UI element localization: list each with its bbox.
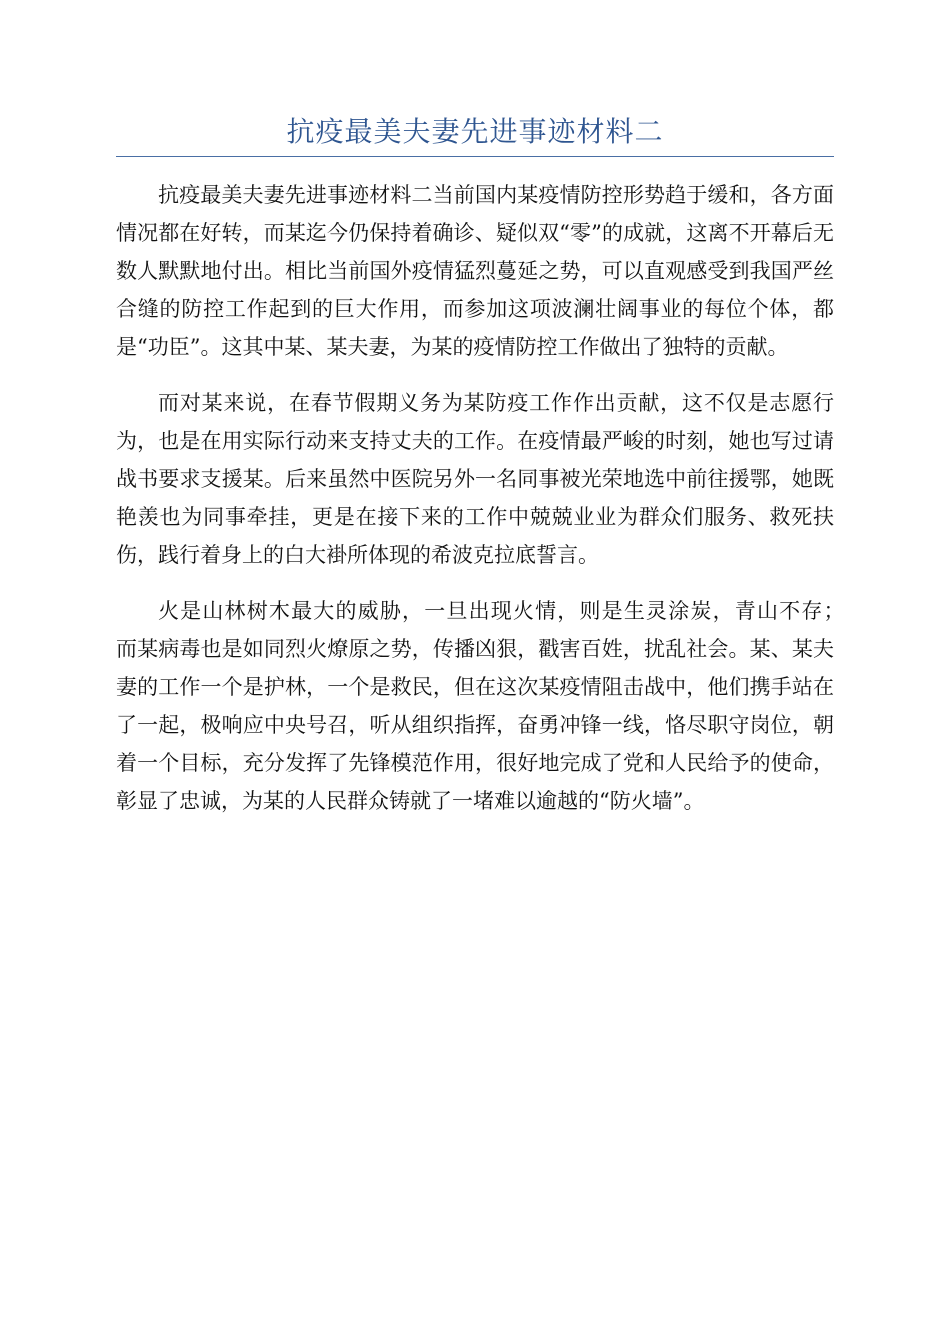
- paragraph-1: 抗疫最美夫妻先进事迹材料二当前国内某疫情防控形势趋于缓和，各方面情况都在好转，而某迄今仍保持着确诊、疑似双“零”的成就，这离不开幕后无数人默默地付出。相比当前国外疫情猛烈蔓延之势，可以直观感受到我国严丝合缝的防控工作起到的巨大作用，而参加这项波澜壮阔事业的每位个体，都是“功臣”。这其中某、某夫妻，为某的疫情防控工作做出了独特的贡献。: [116, 183, 834, 359]
- document-body: [116, 176, 855, 838]
- document-title: 抗疫最美夫妻先进事迹材料二: [286, 115, 664, 148]
- title-block: [116, 112, 834, 157]
- paragraph-3: 火是山林树木最大的威胁，一旦出现火情，则是生灵涂炭，青山不存； 而某病毒也是如同烈火燎原之势，传播凶狠，戳害百姓，扰乱社会。某、某夫妻的工作一个是护林，一个是救民，但在这次某疫情阻击战中，他们携手站在了一起，极响应中央号召，听从组织指挥，奋勇冲锋一线，恪尽职守岗位，朝着一个目标，充分发挥了先锋模范作用，很好地完成了党和人民给予的使命，彰显了忠诚，为某的人民群众铸就了一堵难以逾越的“防火墙”。: [116, 599, 855, 813]
- paragraph-2: 而对某来说，在春节假期义务为某防疫工作作出贡献，这不仅是志愿行为，也是在用实际行动来支持丈夫的工作。在疫情最严峻的时刻，她也写过请战书要求支援某。后来虽然中医院另外一名同事被光荣地选中前往援鄂，她既艳羡也为同事牵挂，更是在接下来的工作中兢兢业业为群众们服务、救死扶伤，践行着身上的白大褂所体现的希波克拉底誓言。: [116, 391, 834, 567]
